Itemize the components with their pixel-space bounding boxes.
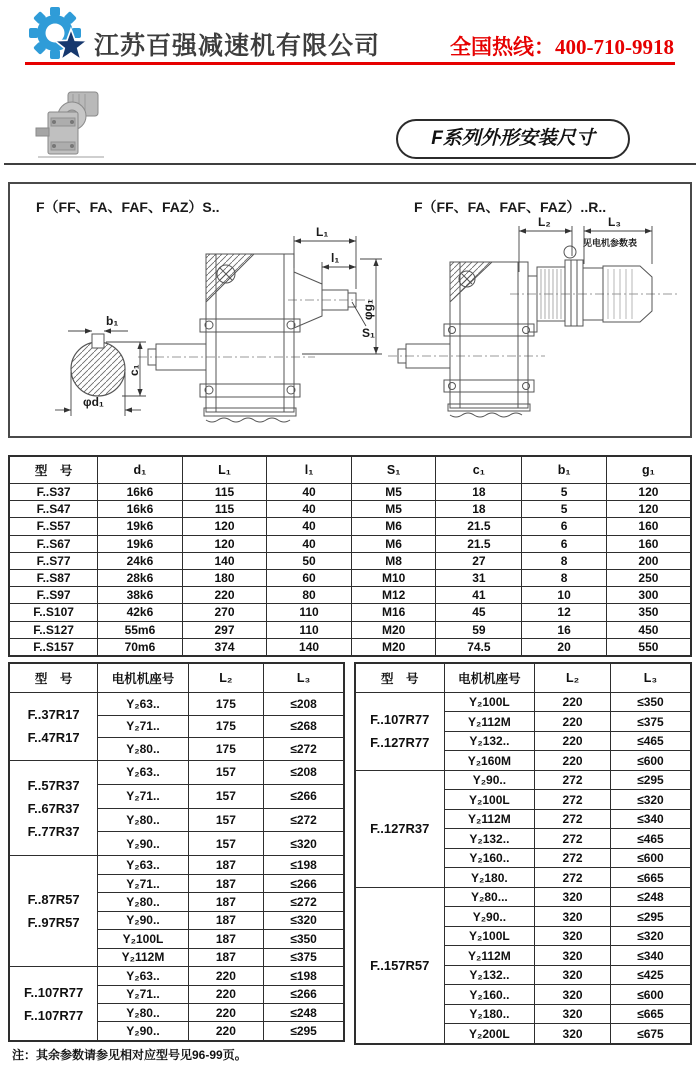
table-cell: 45 (436, 604, 522, 621)
table-cell: Y₂132.. (444, 965, 535, 984)
column-header-L3: L₃ (264, 663, 344, 693)
table-cell: 120 (606, 501, 691, 518)
table-cell: Y₂132.. (444, 731, 535, 750)
table-cell: F..S157 (9, 638, 98, 656)
motor-table-right-body (355, 693, 691, 1045)
table-cell: Y₂80.. (98, 1003, 188, 1021)
table-cell: 8 (522, 552, 607, 569)
column-header-l1: l₁ (267, 456, 352, 484)
table-row (9, 569, 691, 586)
column-header-L1: L₁ (182, 456, 267, 484)
table-cell: ≤198 (264, 856, 344, 874)
table-cell: 19k6 (98, 535, 183, 552)
column-header-model: 型 号 (9, 456, 98, 484)
table-cell: 320 (535, 985, 611, 1004)
table-cell: F..S57 (9, 518, 98, 535)
table-cell: 272 (535, 848, 611, 867)
table-cell: 115 (182, 484, 267, 501)
table-cell: 12 (522, 604, 607, 621)
table-cell: 187 (188, 893, 263, 911)
table-cell: 272 (535, 770, 611, 789)
table-cell: Y₂80... (444, 887, 535, 906)
column-header-L2: L₂ (535, 663, 611, 693)
table-cell: F..S87 (9, 569, 98, 586)
table-cell: 187 (188, 874, 263, 892)
table-cell: ≤320 (610, 790, 691, 809)
model-cell (9, 856, 98, 967)
table-cell: ≤295 (610, 770, 691, 789)
table-cell: ≤340 (610, 946, 691, 965)
table-row (9, 604, 691, 621)
table-cell: 320 (535, 965, 611, 984)
table-cell: 110 (267, 621, 352, 638)
model-label: F..67R37 (27, 800, 80, 816)
table-cell: 157 (188, 808, 263, 832)
model-cell (9, 967, 98, 1041)
table-row (9, 693, 344, 716)
column-header-model: 型 号 (355, 663, 444, 693)
table-cell: 450 (606, 621, 691, 638)
table-cell: 40 (267, 501, 352, 518)
table-cell: 40 (267, 535, 352, 552)
table-cell: Y₂71.. (98, 715, 188, 738)
table-cell: 16k6 (98, 484, 183, 501)
table-cell: 160 (606, 518, 691, 535)
table-cell: ≤600 (610, 751, 691, 770)
table-cell: M16 (351, 604, 436, 621)
table-cell: 550 (606, 638, 691, 656)
motor-table-right (354, 662, 692, 1045)
table-cell: 60 (267, 569, 352, 586)
table-cell: 6 (522, 518, 607, 535)
table-cell: 374 (182, 638, 267, 656)
table-cell: 5 (522, 484, 607, 501)
table-cell: Y₂100L (444, 790, 535, 809)
table-cell: 220 (535, 731, 611, 750)
table-cell: 250 (606, 569, 691, 586)
table-cell: 220 (188, 985, 263, 1003)
table-cell: Y₂63.. (98, 760, 188, 784)
technical-drawings (10, 184, 690, 436)
model-cell (9, 693, 98, 761)
model-cell (355, 770, 444, 887)
red-divider (25, 62, 675, 65)
model-label: F..127R37 (370, 821, 430, 837)
gearbox-side-view (138, 225, 382, 422)
table-cell: 110 (267, 604, 352, 621)
table-cell: ≤266 (264, 874, 344, 892)
table-cell: 187 (188, 911, 263, 929)
table-cell: 20 (522, 638, 607, 656)
table-cell: 320 (535, 907, 611, 926)
table-cell: F..S97 (9, 587, 98, 604)
table-cell: ≤248 (610, 887, 691, 906)
table-cell: ≤295 (610, 907, 691, 926)
table-cell: 28k6 (98, 569, 183, 586)
table-cell: ≤248 (264, 1003, 344, 1021)
table-cell: ≤208 (264, 760, 344, 784)
company-name: 江苏百强减速机有限公司 (94, 32, 381, 60)
table-cell: ≤268 (264, 715, 344, 738)
table-cell: M6 (351, 518, 436, 535)
dim-L3-label: L₃ (608, 215, 621, 229)
table-header-row (9, 663, 344, 693)
table-cell: Y₂80.. (98, 893, 188, 911)
table-cell: 220 (188, 1022, 263, 1041)
table-cell: 220 (188, 967, 263, 985)
table-cell: ≤208 (264, 693, 344, 716)
model-cell (355, 887, 444, 1044)
table-cell: ≤320 (610, 926, 691, 945)
table-row (9, 621, 691, 638)
column-header-L2: L₂ (188, 663, 263, 693)
table-cell: 55m6 (98, 621, 183, 638)
table-cell: F..S107 (9, 604, 98, 621)
table-cell: Y₂90.. (98, 911, 188, 929)
table-cell: 38k6 (98, 587, 183, 604)
motor-table-left (8, 662, 345, 1042)
table-cell: 80 (267, 587, 352, 604)
model-label: F..87R57 (27, 892, 80, 908)
table-cell: ≤600 (610, 985, 691, 1004)
table-cell: 180 (182, 569, 267, 586)
table-cell: ≤266 (264, 985, 344, 1003)
table-row (9, 552, 691, 569)
model-label: F..107R77 (370, 712, 430, 728)
table-cell: M5 (351, 484, 436, 501)
table-cell: Y₂90.. (444, 770, 535, 789)
table-cell: ≤198 (264, 967, 344, 985)
table-row (9, 856, 344, 874)
table-cell: 120 (182, 518, 267, 535)
table-row (9, 967, 344, 985)
table-cell: Y₂200L (444, 1024, 535, 1044)
gearbox-with-motor-view (388, 215, 678, 417)
table-cell: ≤375 (610, 712, 691, 731)
column-header-c1: c₁ (436, 456, 522, 484)
table-cell: Y₂63.. (98, 967, 188, 985)
table-cell: M12 (351, 587, 436, 604)
model-cell (355, 693, 444, 771)
table-cell: ≤266 (264, 784, 344, 808)
section-divider (4, 163, 696, 165)
table-cell: Y₂90.. (98, 832, 188, 856)
model-cell (9, 760, 98, 856)
table-cell: 320 (535, 1024, 611, 1044)
column-header-S1: S₁ (351, 456, 436, 484)
table-cell: 272 (535, 790, 611, 809)
table-cell: Y₂100L (98, 930, 188, 948)
column-header-g1: g₁ (606, 456, 691, 484)
right-diagram-title: F（FF、FA、FAF、FAZ）..R.. (414, 199, 607, 215)
table-row (9, 587, 691, 604)
table-cell: M5 (351, 501, 436, 518)
table-header-row (355, 663, 691, 693)
hotline-text: 全国热线：400-710-9918 (450, 35, 674, 59)
table-cell: ≤272 (264, 738, 344, 761)
column-header-d1: d₁ (98, 456, 183, 484)
table-cell: 70m6 (98, 638, 183, 656)
table-cell: Y₂112M (444, 946, 535, 965)
motor-table-left-section (8, 662, 345, 1042)
table-cell: 350 (606, 604, 691, 621)
table-cell: ≤295 (264, 1022, 344, 1041)
table-cell: 320 (535, 1004, 611, 1023)
table-cell: 300 (606, 587, 691, 604)
table-cell: ≤665 (610, 868, 691, 887)
table-cell: Y₂90.. (98, 1022, 188, 1041)
model-label: F..157R57 (370, 957, 430, 973)
series-title-badge: F系列外形安装尺寸 (396, 119, 630, 159)
column-header-L3: L₃ (610, 663, 691, 693)
dim-S1-label: S₁ (362, 326, 375, 340)
table-cell: ≤272 (264, 893, 344, 911)
table-cell: 220 (535, 693, 611, 712)
table-cell: Y₂160M (444, 751, 535, 770)
footnote: 注：其余参数请参见相对应型号见96-99页。 (12, 1048, 247, 1062)
table-cell: 200 (606, 552, 691, 569)
table-cell: 24k6 (98, 552, 183, 569)
dimension-table-body (9, 484, 691, 657)
table-row (9, 484, 691, 501)
table-cell: ≤665 (610, 1004, 691, 1023)
table-cell: 140 (182, 552, 267, 569)
table-cell: 41 (436, 587, 522, 604)
model-label: F..107R77 (24, 1007, 84, 1023)
table-cell: 120 (182, 535, 267, 552)
table-cell: Y₂112M (444, 712, 535, 731)
table-cell: Y₂180. (444, 868, 535, 887)
table-cell: 115 (182, 501, 267, 518)
table-cell: ≤350 (610, 693, 691, 712)
table-cell: M8 (351, 552, 436, 569)
table-cell: 40 (267, 518, 352, 535)
table-cell: 6 (522, 535, 607, 552)
table-cell: Y₂63.. (98, 693, 188, 716)
table-cell: M10 (351, 569, 436, 586)
table-cell: 272 (535, 868, 611, 887)
table-cell: Y₂80.. (98, 808, 188, 832)
model-label: F..47R17 (27, 730, 80, 746)
dim-d1-label: φd₁ (83, 395, 104, 409)
table-cell: 175 (188, 738, 263, 761)
table-cell: ≤340 (610, 809, 691, 828)
dim-L1-label: L₁ (316, 225, 329, 239)
motor-table-left-body (9, 693, 344, 1042)
table-row (9, 760, 344, 784)
table-cell: Y₂112M (444, 809, 535, 828)
dim-c1-label: c₁ (127, 364, 141, 376)
table-cell: 74.5 (436, 638, 522, 656)
table-cell: F..S47 (9, 501, 98, 518)
dim-b1-label: b₁ (106, 314, 119, 328)
table-row (9, 518, 691, 535)
table-cell: 320 (535, 946, 611, 965)
table-cell: ≤320 (264, 911, 344, 929)
table-cell: Y₂160.. (444, 985, 535, 1004)
table-header-row (9, 456, 691, 484)
table-cell: ≤375 (264, 948, 344, 966)
table-cell: 187 (188, 856, 263, 874)
table-cell: Y₂180.. (444, 1004, 535, 1023)
table-cell: 157 (188, 784, 263, 808)
table-cell: 21.5 (436, 535, 522, 552)
table-row (9, 638, 691, 656)
product-photo (32, 86, 110, 164)
table-cell: F..S127 (9, 621, 98, 638)
table-cell: M6 (351, 535, 436, 552)
table-cell: 21.5 (436, 518, 522, 535)
table-cell: 187 (188, 948, 263, 966)
table-cell: 320 (535, 887, 611, 906)
table-cell: 220 (182, 587, 267, 604)
left-diagram-title: F（FF、FA、FAF、FAZ）S.. (36, 199, 220, 215)
dim-g1-label: φg₁ (361, 299, 375, 320)
table-cell: M20 (351, 638, 436, 656)
table-cell: 40 (267, 484, 352, 501)
shaft-section-detail (55, 314, 146, 416)
table-cell: 18 (436, 501, 522, 518)
dim-l1-label: l₁ (331, 251, 340, 265)
table-cell: 18 (436, 484, 522, 501)
dimension-table-section (8, 455, 692, 657)
table-cell: ≤320 (264, 832, 344, 856)
table-cell: Y₂63.. (98, 856, 188, 874)
table-cell: 175 (188, 715, 263, 738)
table-cell: F..S67 (9, 535, 98, 552)
table-cell: ≤600 (610, 848, 691, 867)
table-cell: Y₂100L (444, 926, 535, 945)
table-row (355, 693, 691, 712)
table-cell: 42k6 (98, 604, 183, 621)
table-cell: ≤425 (610, 965, 691, 984)
motor-parameter-note: 见电机参数表 (583, 238, 638, 248)
table-row (9, 501, 691, 518)
table-cell: 120 (606, 484, 691, 501)
table-cell: 270 (182, 604, 267, 621)
model-label: F..77R37 (27, 823, 80, 839)
table-cell: 175 (188, 693, 263, 716)
table-cell: M20 (351, 621, 436, 638)
table-cell: 187 (188, 930, 263, 948)
model-label: F..57R37 (27, 777, 80, 793)
table-cell: ≤465 (610, 731, 691, 750)
table-cell: Y₂71.. (98, 784, 188, 808)
table-cell: Y₂132.. (444, 829, 535, 848)
table-cell: 5 (522, 501, 607, 518)
table-cell: 8 (522, 569, 607, 586)
table-cell: 272 (535, 829, 611, 848)
table-cell: Y₂71.. (98, 985, 188, 1003)
model-label: F..37R17 (27, 707, 80, 723)
table-cell: Y₂112M (98, 948, 188, 966)
company-logo-icon (22, 6, 88, 66)
table-cell: 19k6 (98, 518, 183, 535)
column-header-model: 型 号 (9, 663, 98, 693)
table-cell: 27 (436, 552, 522, 569)
table-cell: 220 (188, 1003, 263, 1021)
table-cell: Y₂90.. (444, 907, 535, 926)
table-cell: Y₂160.. (444, 848, 535, 867)
table-cell: 157 (188, 832, 263, 856)
table-cell: 31 (436, 569, 522, 586)
table-cell: Y₂100L (444, 693, 535, 712)
model-label: F..97R57 (27, 915, 80, 931)
table-row (355, 887, 691, 906)
table-cell: Y₂71.. (98, 874, 188, 892)
table-cell: ≤350 (264, 930, 344, 948)
model-label: F..127R77 (370, 735, 430, 751)
table-cell: ≤272 (264, 808, 344, 832)
dimension-table (8, 455, 692, 657)
table-cell: F..S77 (9, 552, 98, 569)
table-cell: 16k6 (98, 501, 183, 518)
table-cell: 10 (522, 587, 607, 604)
table-cell: 220 (535, 712, 611, 731)
table-cell: 59 (436, 621, 522, 638)
table-cell: 220 (535, 751, 611, 770)
column-header-frame: 电机机座号 (98, 663, 188, 693)
table-cell: F..S37 (9, 484, 98, 501)
column-header-frame: 电机机座号 (444, 663, 535, 693)
table-cell: 272 (535, 809, 611, 828)
dim-L2-label: L₂ (538, 215, 551, 229)
table-cell: 140 (267, 638, 352, 656)
table-cell: 320 (535, 926, 611, 945)
table-cell: 157 (188, 760, 263, 784)
table-cell: ≤465 (610, 829, 691, 848)
model-label: F..107R77 (24, 984, 84, 1000)
table-cell: 160 (606, 535, 691, 552)
table-cell: 297 (182, 621, 267, 638)
motor-table-right-section (354, 662, 692, 1045)
table-cell: 50 (267, 552, 352, 569)
table-row (355, 770, 691, 789)
column-header-b1: b₁ (522, 456, 607, 484)
table-cell: Y₂80.. (98, 738, 188, 761)
table-cell: 16 (522, 621, 607, 638)
table-cell: ≤675 (610, 1024, 691, 1044)
table-row (9, 535, 691, 552)
technical-diagram-panel (8, 182, 692, 438)
